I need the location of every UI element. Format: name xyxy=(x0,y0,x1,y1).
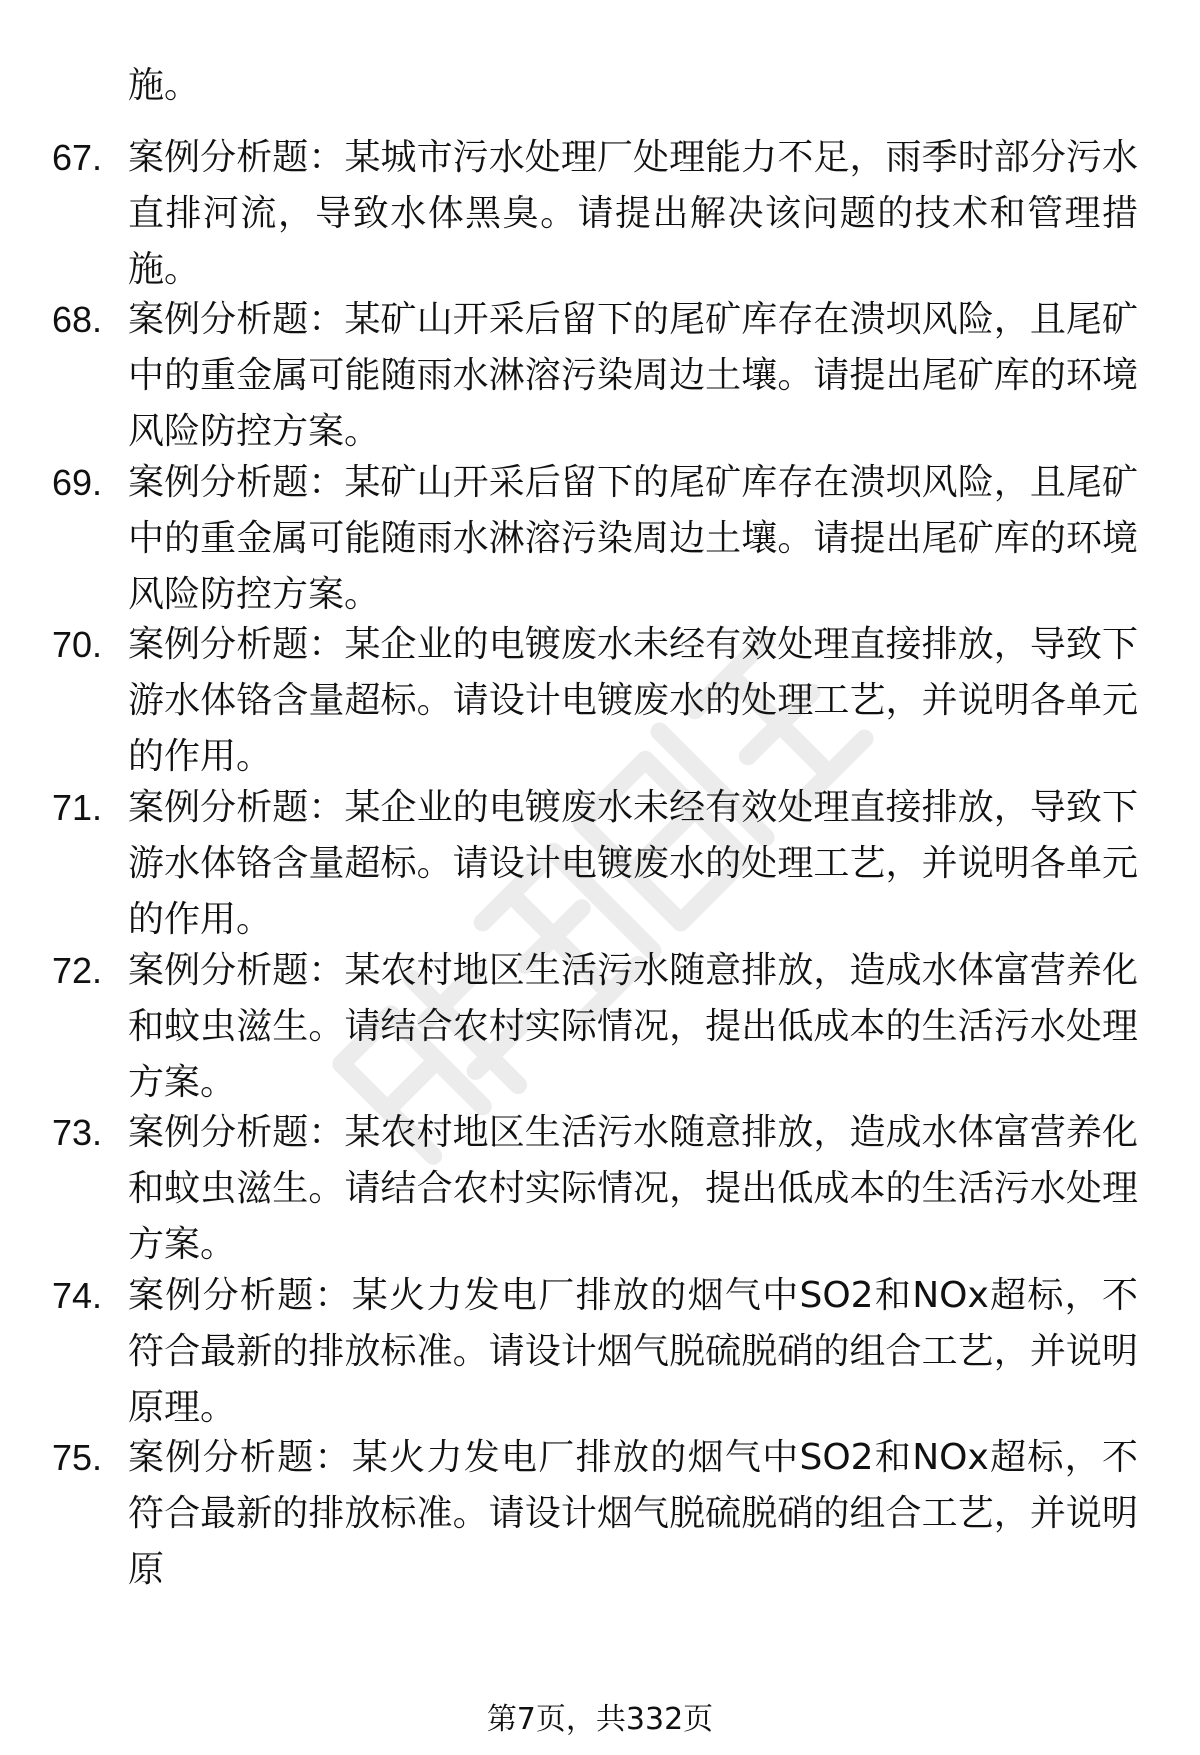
question-number: 71. xyxy=(52,787,103,828)
question-text: 案例分析题：某矿山开采后留下的尾矿库存在溃坝风险，且尾矿中的重金属可能随雨水淋溶污染周边土壤。请提出尾矿库的环境风险防控方案。 xyxy=(128,462,1138,615)
question-number: 70. xyxy=(52,624,103,665)
question-number: 74. xyxy=(52,1275,103,1316)
question-text: 案例分析题：某火力发电厂排放的烟气中SO2和NOx超标，不符合最新的排放标准。请设计烟气脱硫脱硝的组合工艺，并说明原 xyxy=(128,1437,1138,1590)
question-text: 案例分析题：某农村地区生活污水随意排放，造成水体富营养化和蚊虫滋生。请结合农村实际情况，提出低成本的生活污水处理方案。 xyxy=(128,950,1138,1103)
continuation-text: 施。 xyxy=(128,65,201,106)
question-number: 67. xyxy=(52,137,103,178)
question-text: 案例分析题：某农村地区生活污水随意排放，造成水体富营养化和蚊虫滋生。请结合农村实际情况，提出低成本的生活污水处理方案。 xyxy=(128,1112,1138,1265)
question-number: 75. xyxy=(52,1437,103,1478)
page-footer: 第7页，共332页 xyxy=(486,1702,714,1737)
question-text: 案例分析题：某城市污水处理厂处理能力不足，雨季时部分污水直排河流，导致水体黑臭。请提出解决该问题的技术和管理措施。 xyxy=(128,137,1138,290)
question-text: 案例分析题：某企业的电镀废水未经有效处理直接排放，导致下游水体铬含量超标。请设计电镀废水的处理工艺，并说明各单元的作用。 xyxy=(128,787,1138,940)
question-number: 72. xyxy=(52,950,103,991)
question-number: 69. xyxy=(52,462,103,503)
question-number: 68. xyxy=(52,299,103,340)
question-text: 案例分析题：某企业的电镀废水未经有效处理直接排放，导致下游水体铬含量超标。请设计电镀废水的处理工艺，并说明各单元的作用。 xyxy=(128,624,1138,777)
question-number: 73. xyxy=(52,1112,103,1153)
question-text: 案例分析题：某火力发电厂排放的烟气中SO2和NOx超标，不符合最新的排放标准。请设计烟气脱硫脱硝的组合工艺，并说明原理。 xyxy=(128,1275,1138,1428)
question-text: 案例分析题：某矿山开采后留下的尾矿库存在溃坝风险，且尾矿中的重金属可能随雨水淋溶污染周边土壤。请提出尾矿库的环境风险防控方案。 xyxy=(128,299,1138,452)
